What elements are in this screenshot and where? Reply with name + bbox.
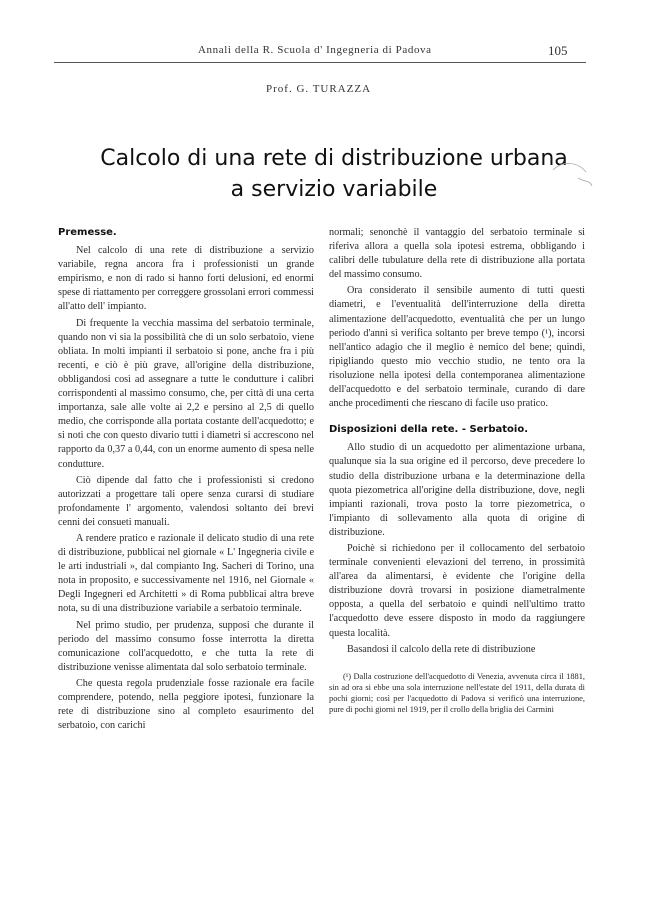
paragraph: Nel primo studio, per prudenza, supposi che durante il periodo del massimo consumo fosse interrotta la diretta comunicazione coll'acquedotto, e che tutta la rete di distribuzione venisse alimentata dal solo serbatoio terminale.	[58, 619, 314, 673]
author-name: Prof. G. TURAZZA	[266, 83, 372, 95]
left-column	[58, 226, 314, 735]
footnote	[329, 671, 585, 716]
paragraph: Nel calcolo di una rete di distribuzione a servizio variabile, regna ancora fra i professionisti un grande empirismo, e non di rado si hanno forti delusioni, ed enormi spese di riattamento per correggere grossolani errori commessi all'atto dell' impianto.	[58, 245, 315, 313]
footnote-text: (¹) Dalla costruzione dell'acquedotto di Venezia, avvenuta circa il 1881, sin ad ora si ebbe una sola interruzione nell'estate del 1911, della durata di pochi giorni; così per l'acquedotto di Padova si verificò una interruzione, pure di pochi giorni nel 1919, per il crollo della briglia dei Carmini	[329, 671, 585, 715]
page-number: 105	[548, 43, 568, 58]
paragraph: Ciò dipende dal fatto che i professionisti si credono autorizzati a progettare tali opere senza curarsi di studiare profondamente l' argomento, valendosi soltanto dei brevi cenni dei consueti manuali.	[58, 474, 314, 528]
paragraph: Di frequente la vecchia massima del serbatoio terminale, quando non vi sia la possibilità che di un solo serbatoio, viene obliata. In molti impianti il serbatoio si pone, anche fra i più recenti, e ciò è più grave, all'origine della distribuzione, obbligandosi così ad assegnare a tutte le condutture i calibri corrispondenti al massimo consumo, che, per città di una certa importanza, sale alle volte ai 2,2 e persino al 2,5 di quello medio, che corrisponde alla portata costante dell'acquedotto; e si noti che con questo divario tutti i diametri si accrescono nel rapporto da 0,37 a 0,44, con un enorme aumento di spesa nelle condutture.	[58, 317, 314, 470]
paragraph: A rendere pratico e razionale il delicato studio di una rete di distribuzione, pubblicai nel giornale « L' Ingegneria civile e le arti industriali », dal compianto Ing. Sacheri di Torino, una nota in proposito, e successivamente nel 1916, nel Giornale « Degli Ingegneri ed Architetti » di Roma pubblicai altra breve nota, su di una distribuzione variabile a serbatoio terminale.	[58, 532, 314, 615]
section-heading-premesse: Premesse.	[58, 227, 117, 238]
paragraph: Basandosi il calcolo della rete di distribuzione	[347, 643, 536, 655]
pencil-mark-icon	[548, 150, 598, 200]
section-heading-disposizioni: Disposizioni della rete. - Serbatoio.	[329, 424, 529, 436]
header-rule	[54, 62, 586, 63]
paragraph: Ora considerato il sensibile aumento di tutti questi diametri, e l'eventualità dell'interruzione della diretta alimentazione dell'acquedotto, eventualità che per un lungo periodo d'anni si verifica soltanto per breve tempo (¹), incorsi nell'antico adagio che il meglio è nemico del bene; quindi, ripigliando questo mio vecchio studio, ne tento ora la risoluzione nella ipotesi della contemporanea alimentazione dell'acquedotto e del serbatoio terminale, curando di dare anche procedimenti che riescano di facile uso pratico.	[329, 285, 585, 410]
paragraph: normali; senonchè il vantaggio del serbatoio terminale si riferiva allora a quella sola ipotesi estrema, obbligando i calibri delle tubulature della rete di distribuzione alla portata del massimo consumo.	[329, 227, 585, 281]
paragraph: Allo studio di un acquedotto per alimentazione urbana, qualunque sia la sua origine ed il percorso, deve precedere lo studio della distribuzione urbana e la determinazione della quota piezometrica all'origine della distribuzione, dove, negli impianti razionali, trova posto la torre piezometrica, o l'impianto di sollevamento alla quota di origine di distribuzione.	[329, 442, 585, 538]
running-header: Annali della R. Scuola d' Ingegneria di Padova	[198, 44, 432, 56]
right-column	[329, 226, 585, 718]
paragraph: Che questa regola prudenziale fosse razionale era facile comprendere, potendo, nella peggiore ipotesi, funzionare la rete di distribuzione sino al completo esaurimento del serbatoio, con carichi	[58, 677, 314, 732]
article-title-line-2: a servizio variabile	[230, 177, 438, 202]
paragraph: Poichè si richiedono per il collocamento del serbatoio terminale convenienti elevazioni del terreno, in prossimità all'area da alimentarsi, è evidente che l'origine della distribuzione dovrà trovarsi in posizione diametralmente opposta, a quella del serbatoio e quindi nell'ultimo tratto l'acquedotto deve essere disposto in modo da raggiungere questa località.	[329, 542, 585, 639]
article-title-line-1: Calcolo di una rete di distribuzione urbana	[100, 146, 568, 171]
